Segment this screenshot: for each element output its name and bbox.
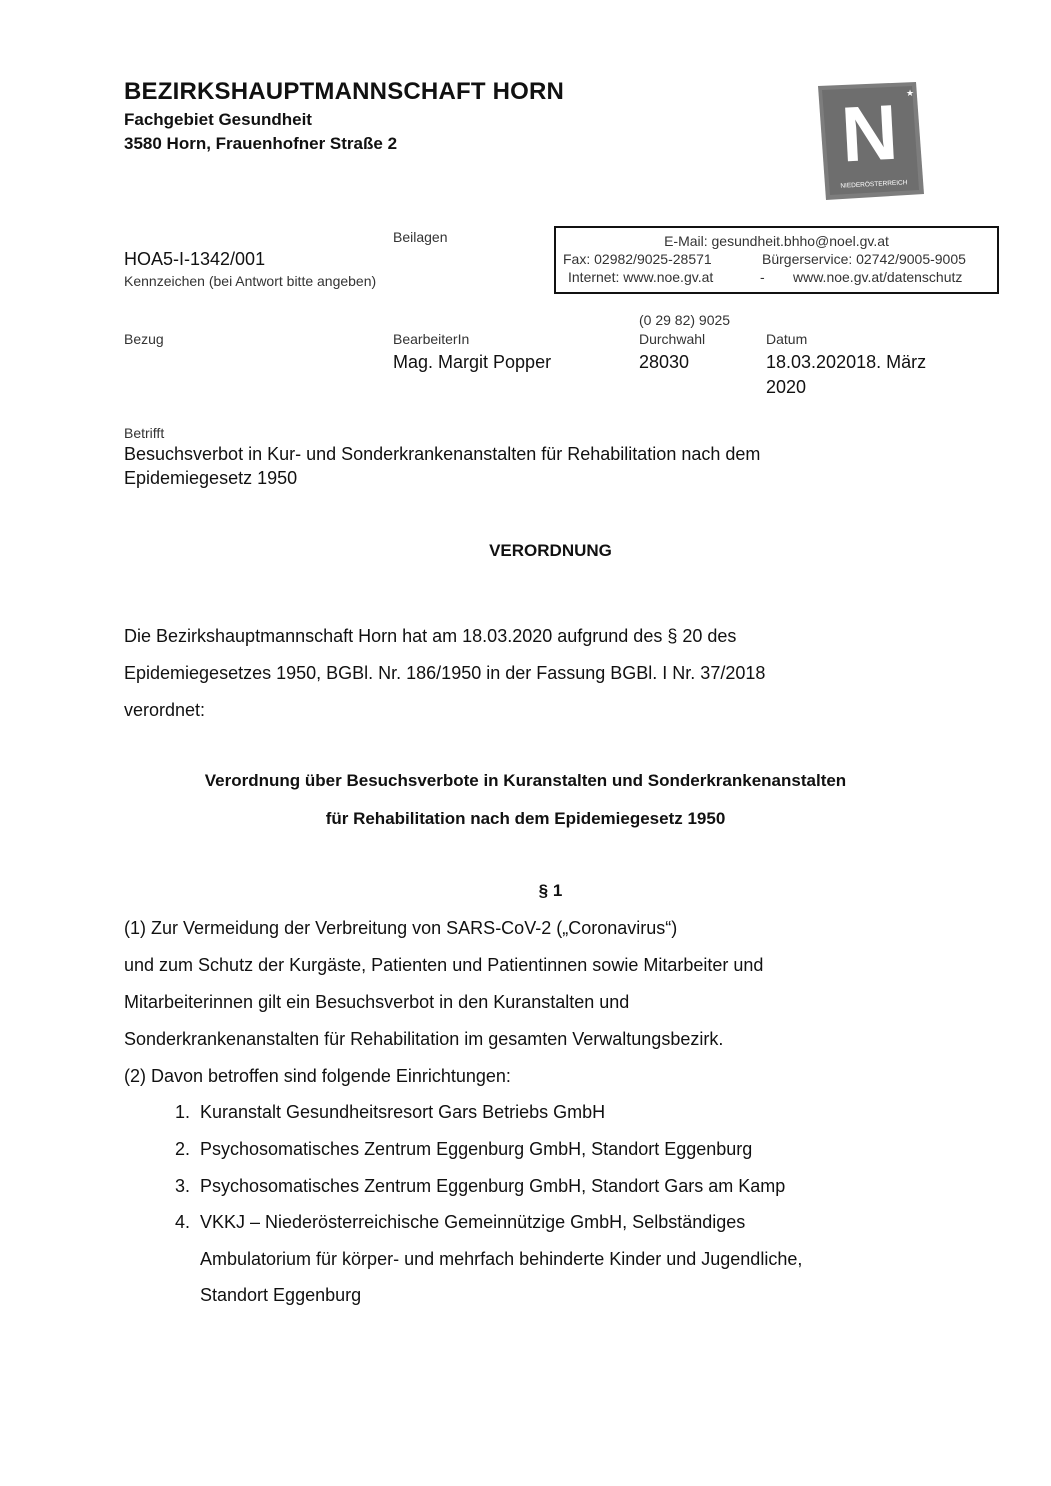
intro-line-2: Epidemiegesetzes 1950, BGBl. Nr. 186/1950 in der Fassung BGBl. I Nr. 37/2018	[124, 663, 766, 683]
list-item-number: 4.	[175, 1212, 191, 1232]
para1-line-4: Sonderkrankenanstalten für Rehabilitation im gesamten Verwaltungsbezirk.	[124, 1029, 724, 1049]
logo-letter: N	[839, 87, 900, 179]
niederoesterreich-logo	[818, 82, 924, 200]
list-item-continuation: Ambulatorium für körper- und mehrfach behinderte Kinder und Jugendliche,	[200, 1249, 803, 1269]
subject-line-1: Besuchsverbot in Kur- und Sonderkrankenanstalten für Rehabilitation nach dem	[124, 444, 761, 464]
reference-hint: Kennzeichen (bei Antwort bitte angeben)	[124, 273, 377, 289]
ordinance-title-line-2: für Rehabilitation nach dem Epidemiegesetz 1950	[325, 809, 726, 828]
bezug-label: Bezug	[124, 331, 164, 347]
document-title: VERORDNUNG	[489, 541, 612, 560]
subject-line-2: Epidemiegesetz 1950	[124, 468, 298, 488]
intro-line-1: Die Bezirkshauptmannschaft Horn hat am 18.03.2020 aufgrund des § 20 des	[124, 626, 737, 646]
contact-internet: Internet: www.noe.gv.at	[568, 269, 714, 285]
list-item-number: 2.	[175, 1139, 191, 1159]
list-item-number: 3.	[175, 1176, 191, 1196]
list-item-continuation: Standort Eggenburg	[200, 1285, 362, 1305]
intro-line-3: verordnet:	[124, 700, 206, 720]
address: 3580 Horn, Frauenhofner Straße 2	[124, 134, 398, 153]
list-item: VKKJ – Niederösterreichische Gemeinnützige GmbH, Selbständiges	[200, 1212, 746, 1232]
list-item: Psychosomatisches Zentrum Eggenburg GmbH, Standort Gars am Kamp	[200, 1176, 786, 1196]
beilagen-label: Beilagen	[393, 229, 448, 245]
contact-buergerservice: Bürgerservice: 02742/9005-9005	[762, 251, 966, 267]
para1-line-2: und zum Schutz der Kurgäste, Patienten und Patientinnen sowie Mitarbeiter und	[124, 955, 764, 975]
contact-fax: Fax: 02982/9025-28571	[563, 251, 712, 267]
datum-value-year: 2020	[766, 377, 807, 397]
list-item: Kuranstalt Gesundheitsresort Gars Betriebs GmbH	[200, 1102, 606, 1122]
ordinance-title-line-1: Verordnung über Besuchsverbote in Kuranstalten und Sonderkrankenanstalten	[204, 771, 847, 790]
organization-name: BEZIRKSHAUPTMANNSCHAFT HORN	[124, 78, 565, 105]
section-heading: § 1	[538, 881, 563, 900]
datum-value: 18.03.202018. März	[766, 352, 927, 372]
logo-star-icon: ★	[906, 88, 915, 98]
contact-separator: -	[760, 269, 765, 285]
logo-wordmark: NIEDERÖSTERREICH	[840, 179, 908, 190]
list-item: Psychosomatisches Zentrum Eggenburg GmbH, Standort Eggenburg	[200, 1139, 753, 1159]
para1-line-3: Mitarbeiterinnen gilt ein Besuchsverbot in den Kuranstalten und	[124, 992, 630, 1012]
contact-box	[554, 226, 999, 294]
bearbeiter-value: Mag. Margit Popper	[393, 352, 552, 372]
datum-label: Datum	[766, 331, 808, 347]
contact-email: E-Mail: gesundheit.bhho@noel.gv.at	[664, 233, 889, 249]
list-item-number: 1.	[175, 1102, 191, 1122]
reference-number: HOA5-I-1342/001	[124, 249, 266, 269]
phone-prefix: (0 29 82) 9025	[639, 312, 731, 328]
durchwahl-value: 28030	[639, 352, 690, 372]
durchwahl-label: Durchwahl	[639, 331, 706, 347]
para1-line-1: (1) Zur Vermeidung der Verbreitung von SARS-CoV-2 („Coronavirus“)	[124, 918, 678, 938]
para2: (2) Davon betroffen sind folgende Einrichtungen:	[124, 1066, 511, 1086]
subject-label: Betrifft	[124, 425, 165, 441]
bearbeiter-label: BearbeiterIn	[393, 331, 470, 347]
contact-datenschutz: www.noe.gv.at/datenschutz	[793, 269, 963, 285]
department: Fachgebiet Gesundheit	[124, 110, 312, 129]
